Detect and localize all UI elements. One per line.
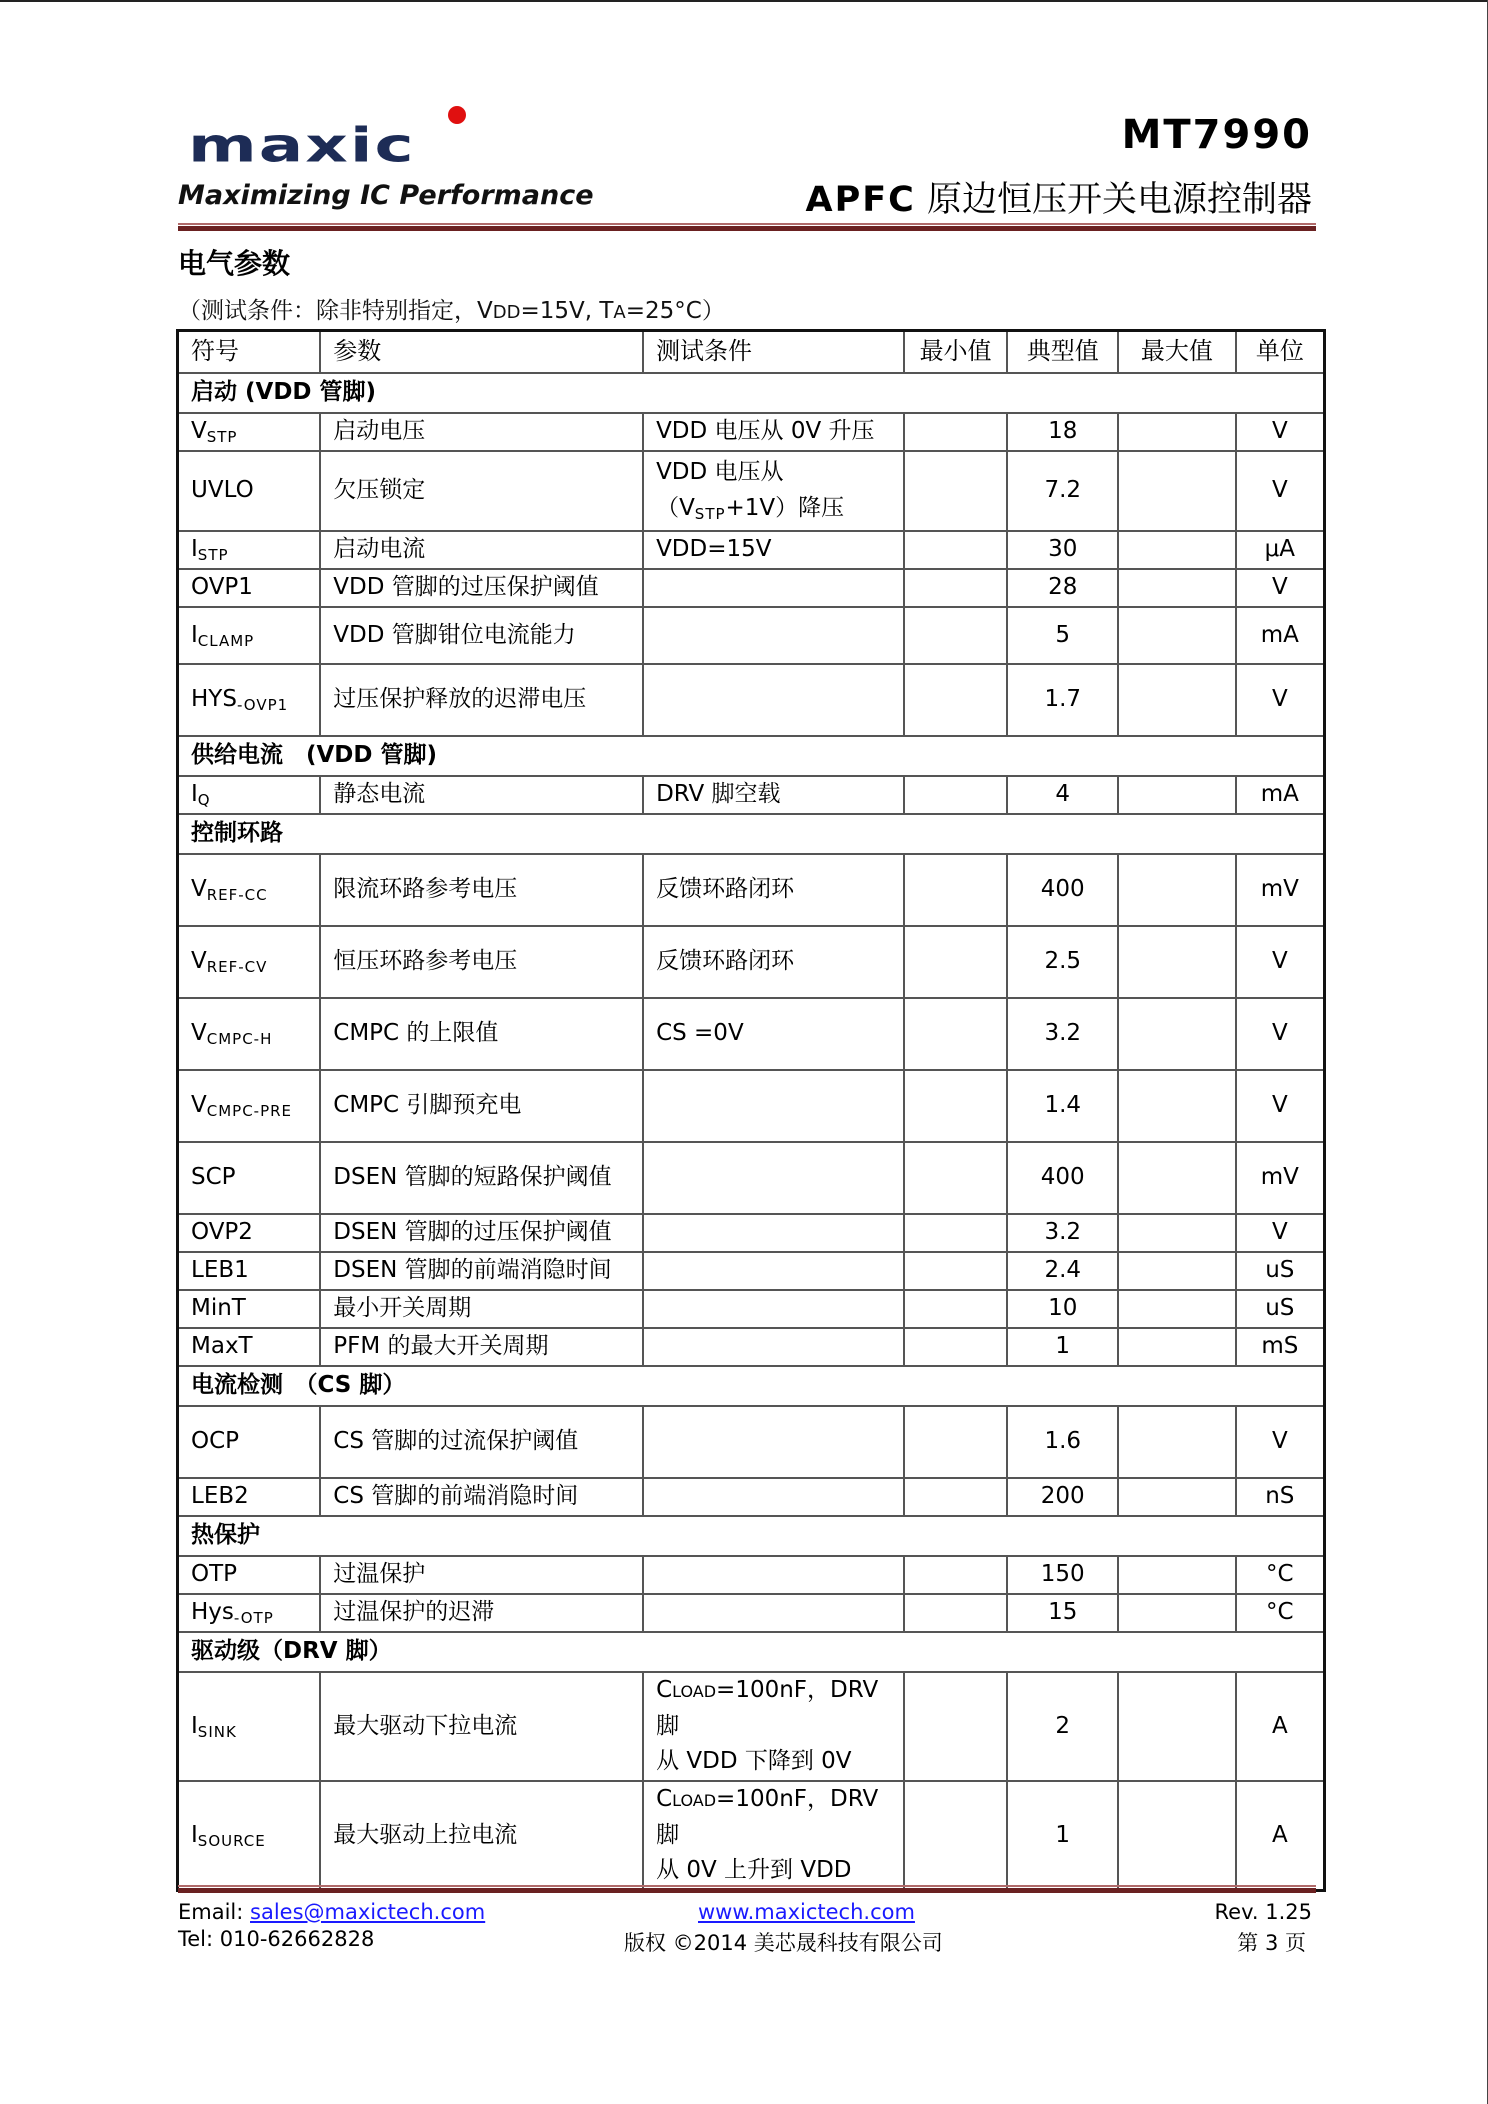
cell-symbol: MaxT: [178, 1328, 321, 1366]
group-row-current-sense: [178, 1366, 1325, 1406]
cell-parameter: VDD 管脚钳位电流能力: [320, 607, 643, 664]
cell-symbol: OVP2: [178, 1214, 321, 1252]
footer-rule-thick: [178, 1888, 1316, 1893]
cell-condition: 反馈环路闭环: [643, 854, 904, 926]
cell-condition: CLOAD=100nF，DRV 脚 从 0V 上升到 VDD: [643, 1781, 904, 1890]
email-label: Email:: [178, 1900, 251, 1924]
cell-symbol: OVP1: [178, 569, 321, 607]
cell-max: [1118, 607, 1236, 664]
group-title: 启动 (VDD 管脚): [178, 373, 1325, 413]
cell-symbol: $V_{REF-CV}$: [178, 926, 321, 998]
cell-parameter: CMPC 的上限值: [320, 998, 643, 1070]
cell-symbol: $I_Q$: [178, 776, 321, 814]
col-header-test-condition: 测试条件: [643, 331, 904, 374]
cell-max: [1118, 531, 1236, 569]
footer-page-number: 第 3 页: [1237, 1931, 1306, 1955]
cell-parameter: 限流环路参考电压: [320, 854, 643, 926]
cell-parameter: 过温保护: [320, 1556, 643, 1594]
group-row-supply-current: [178, 736, 1325, 776]
cell-symbol: Hys$_{-OTP}$: [178, 1594, 321, 1632]
footer-revision: Rev. 1.25: [1214, 1900, 1312, 1924]
group-title: 供给电流 (VDD 管脚): [178, 736, 1325, 776]
cell-parameter: DSEN 管脚的前端消隐时间: [320, 1252, 643, 1290]
cell-max: [1118, 1406, 1236, 1478]
cell-symbol: $V_{STP}$: [178, 413, 321, 451]
group-title: 热保护: [178, 1516, 1325, 1556]
cell-typ: 30: [1007, 531, 1118, 569]
cell-unit: mA: [1236, 776, 1325, 814]
cell-parameter: 恒压环路参考电压: [320, 926, 643, 998]
cell-unit: nS: [1236, 1478, 1325, 1516]
cell-typ: 200: [1007, 1478, 1118, 1516]
header-rule-thin: [178, 223, 1316, 225]
cell-typ: 7.2: [1007, 451, 1118, 531]
cell-unit: °C: [1236, 1556, 1325, 1594]
group-row-driver: [178, 1632, 1325, 1672]
cell-parameter: 最大驱动上拉电流: [320, 1781, 643, 1890]
cell-min: [904, 607, 1008, 664]
cell-min: [904, 664, 1008, 736]
cell-typ: 2.5: [1007, 926, 1118, 998]
cell-unit: V: [1236, 1070, 1325, 1142]
cell-min: [904, 1781, 1008, 1890]
cell-parameter: 静态电流: [320, 776, 643, 814]
cell-typ: 3.2: [1007, 998, 1118, 1070]
conditions-vdd-sub: DD: [492, 302, 521, 323]
cell-min: [904, 1672, 1008, 1781]
cell-max: [1118, 1214, 1236, 1252]
cell-symbol: $HYS_{-OVP1}$: [178, 664, 321, 736]
cell-max: [1118, 413, 1236, 451]
cell-condition: VDD 电压从 0V 升压: [643, 413, 904, 451]
cell-parameter: DSEN 管脚的短路保护阈值: [320, 1142, 643, 1214]
cell-condition: DRV 脚空载: [643, 776, 904, 814]
footer-copyright: 版权 ©2014 美芯晟科技有限公司: [624, 1931, 943, 1955]
group-row-startup: [178, 373, 1325, 413]
cell-min: [904, 998, 1008, 1070]
cell-typ: 18: [1007, 413, 1118, 451]
group-title: 控制环路: [178, 814, 1325, 854]
cell-unit: A: [1236, 1781, 1325, 1890]
footer-email: [178, 1900, 485, 1924]
cell-parameter: 启动电压: [320, 413, 643, 451]
cell-unit: V: [1236, 998, 1325, 1070]
cell-parameter: CMPC 引脚预充电: [320, 1070, 643, 1142]
cell-typ: 1: [1007, 1781, 1118, 1890]
cell-parameter: 欠压锁定: [320, 451, 643, 531]
page-border-top: [0, 0, 1488, 2]
email-link[interactable]: sales@maxictech.com: [250, 1900, 486, 1924]
cell-condition: [643, 607, 904, 664]
col-header-parameter: 参数: [320, 331, 643, 374]
cell-min: [904, 1142, 1008, 1214]
test-conditions: [178, 292, 725, 325]
cell-symbol: $V_{REF-CC}$: [178, 854, 321, 926]
cell-typ: 5: [1007, 607, 1118, 664]
cell-condition: [643, 1406, 904, 1478]
cell-max: [1118, 1556, 1236, 1594]
cell-unit: A: [1236, 1672, 1325, 1781]
col-header-unit: 单位: [1236, 331, 1325, 374]
cell-min: [904, 1406, 1008, 1478]
cell-condition: [643, 1142, 904, 1214]
cell-unit: uS: [1236, 1252, 1325, 1290]
table-row: [178, 1406, 1325, 1478]
cell-min: [904, 531, 1008, 569]
conditions-prefix: （测试条件：除非特别指定，V: [178, 298, 493, 324]
company-tagline: Maximizing IC Performance: [178, 180, 594, 211]
cell-symbol: $I_{SOURCE}$: [178, 1781, 321, 1890]
cell-min: [904, 1556, 1008, 1594]
group-row-thermal: [178, 1516, 1325, 1556]
table-row: [178, 1328, 1325, 1366]
cell-max: [1118, 776, 1236, 814]
cell-unit: mA: [1236, 607, 1325, 664]
cell-max: [1118, 1290, 1236, 1328]
col-header-symbol: 符号: [178, 331, 321, 374]
cell-max: [1118, 664, 1236, 736]
cell-unit: V: [1236, 664, 1325, 736]
cell-typ: 1.6: [1007, 1406, 1118, 1478]
cell-symbol: MinT: [178, 1290, 321, 1328]
cell-condition: [643, 1070, 904, 1142]
cell-unit: mV: [1236, 854, 1325, 926]
cell-min: [904, 776, 1008, 814]
cell-condition: VDD 电压从 $(V_{STP}+1V)$降压: [643, 451, 904, 531]
cell-min: [904, 413, 1008, 451]
cell-parameter: PFM 的最大开关周期: [320, 1328, 643, 1366]
cell-condition: [643, 1214, 904, 1252]
cell-min: [904, 1478, 1008, 1516]
cell-condition: [643, 1252, 904, 1290]
cell-symbol: $V_{CMPC-H}$: [178, 998, 321, 1070]
cell-parameter: 过压保护释放的迟滞电压: [320, 664, 643, 736]
cell-max: [1118, 1252, 1236, 1290]
cell-max: [1118, 569, 1236, 607]
cell-condition: [643, 1328, 904, 1366]
cell-symbol: OCP: [178, 1406, 321, 1478]
table-row: [178, 998, 1325, 1070]
table-row: [178, 569, 1325, 607]
subtitle-description: 原边恒压开关电源控制器: [915, 180, 1312, 220]
table-row: [178, 1478, 1325, 1516]
cell-max: [1118, 1478, 1236, 1516]
table-row: [178, 1070, 1325, 1142]
conditions-suffix: =25°C）: [625, 298, 725, 324]
product-subtitle: [806, 172, 1312, 222]
cell-unit: V: [1236, 1214, 1325, 1252]
cell-min: [904, 569, 1008, 607]
cell-min: [904, 1070, 1008, 1142]
header-rule-thick: [178, 226, 1316, 231]
table-row: [178, 1672, 1325, 1781]
table-row: [178, 926, 1325, 998]
cell-max: [1118, 1328, 1236, 1366]
subtitle-apfc: APFC: [805, 180, 916, 220]
cell-symbol: $I_{SINK}$: [178, 1672, 321, 1781]
part-number: MT7990: [1121, 112, 1312, 158]
cell-min: [904, 1252, 1008, 1290]
cell-unit: V: [1236, 413, 1325, 451]
cell-max: [1118, 998, 1236, 1070]
cell-max: [1118, 451, 1236, 531]
cell-min: [904, 1328, 1008, 1366]
cell-unit: V: [1236, 1406, 1325, 1478]
cell-typ: 10: [1007, 1290, 1118, 1328]
cell-condition: [643, 1594, 904, 1632]
cell-condition: [643, 664, 904, 736]
website-link[interactable]: www.maxictech.com: [698, 1900, 915, 1924]
cell-parameter: CS 管脚的过流保护阈值: [320, 1406, 643, 1478]
table-row: [178, 1252, 1325, 1290]
cell-condition: [643, 1478, 904, 1516]
cell-unit: mV: [1236, 1142, 1325, 1214]
cell-unit: μA: [1236, 531, 1325, 569]
cell-typ: 400: [1007, 854, 1118, 926]
table-row: [178, 854, 1325, 926]
table-row: [178, 531, 1325, 569]
table-row: [178, 1781, 1325, 1890]
cell-unit: uS: [1236, 1290, 1325, 1328]
cell-unit: mS: [1236, 1328, 1325, 1366]
table-row: [178, 1556, 1325, 1594]
table-header-row: [178, 331, 1325, 374]
cell-min: [904, 854, 1008, 926]
cell-min: [904, 1594, 1008, 1632]
cell-max: [1118, 1594, 1236, 1632]
cell-min: [904, 1290, 1008, 1328]
table-row: [178, 607, 1325, 664]
cell-condition: CLOAD=100nF，DRV 脚 从 VDD 下降到 0V: [643, 1672, 904, 1781]
cell-parameter: DSEN 管脚的过压保护阈值: [320, 1214, 643, 1252]
electrical-parameters-table: [176, 329, 1326, 1892]
footer-rule-thin: [178, 1885, 1316, 1887]
conditions-ta-sub: A: [613, 302, 626, 323]
cell-typ: 28: [1007, 569, 1118, 607]
table-row: [178, 1594, 1325, 1632]
cell-condition: VDD=15V: [643, 531, 904, 569]
table-row: [178, 1214, 1325, 1252]
cell-typ: 150: [1007, 1556, 1118, 1594]
cell-typ: 4: [1007, 776, 1118, 814]
cell-symbol: SCP: [178, 1142, 321, 1214]
col-header-max: 最大值: [1118, 331, 1236, 374]
cell-parameter: 最大驱动下拉电流: [320, 1672, 643, 1781]
cell-condition: [643, 1556, 904, 1594]
cell-symbol: $I_{CLAMP}$: [178, 607, 321, 664]
table-row: [178, 413, 1325, 451]
group-title: 电流检测 （CS 脚）: [178, 1366, 1325, 1406]
logo-red-dot-icon: [448, 106, 466, 124]
cell-symbol: $V_{CMPC-PRE}$: [178, 1070, 321, 1142]
footer-website: [698, 1900, 915, 1924]
conditions-mid: =15V, T: [520, 298, 614, 324]
cell-symbol: LEB2: [178, 1478, 321, 1516]
cell-symbol: LEB1: [178, 1252, 321, 1290]
col-header-typ: 典型值: [1007, 331, 1118, 374]
cell-typ: 1: [1007, 1328, 1118, 1366]
cell-parameter: 启动电流: [320, 531, 643, 569]
cell-parameter: CS 管脚的前端消隐时间: [320, 1478, 643, 1516]
maxic-logo: [180, 104, 520, 190]
group-row-control-loop: [178, 814, 1325, 854]
table-row: [178, 776, 1325, 814]
cell-parameter: 最小开关周期: [320, 1290, 643, 1328]
cell-unit: V: [1236, 451, 1325, 531]
cell-max: [1118, 1672, 1236, 1781]
cell-unit: °C: [1236, 1594, 1325, 1632]
cell-condition: [643, 569, 904, 607]
cell-typ: 2.4: [1007, 1252, 1118, 1290]
cell-max: [1118, 1781, 1236, 1890]
cell-parameter: VDD 管脚的过压保护阈值: [320, 569, 643, 607]
cell-typ: 1.4: [1007, 1070, 1118, 1142]
cell-min: [904, 451, 1008, 531]
table-row: [178, 1290, 1325, 1328]
cell-max: [1118, 926, 1236, 998]
cell-max: [1118, 1070, 1236, 1142]
cell-typ: 400: [1007, 1142, 1118, 1214]
cell-max: [1118, 1142, 1236, 1214]
cell-unit: V: [1236, 569, 1325, 607]
cell-symbol: OTP: [178, 1556, 321, 1594]
cell-max: [1118, 854, 1236, 926]
cell-min: [904, 1214, 1008, 1252]
cell-symbol: UVLO: [178, 451, 321, 531]
cell-min: [904, 926, 1008, 998]
section-title: 电气参数: [178, 247, 291, 280]
table-row: [178, 451, 1325, 531]
cell-typ: 3.2: [1007, 1214, 1118, 1252]
cell-typ: 1.7: [1007, 664, 1118, 736]
cell-symbol: $I_{STP}$: [178, 531, 321, 569]
cell-typ: 15: [1007, 1594, 1118, 1632]
cell-parameter: 过温保护的迟滞: [320, 1594, 643, 1632]
group-title: 驱动级（DRV 脚）: [178, 1632, 1325, 1672]
cell-condition: 反馈环路闭环: [643, 926, 904, 998]
col-header-min: 最小值: [904, 331, 1008, 374]
table-row: [178, 664, 1325, 736]
footer-tel: Tel: 010-62662828: [178, 1927, 375, 1951]
cell-condition: [643, 1290, 904, 1328]
table-row: [178, 1142, 1325, 1214]
cell-unit: V: [1236, 926, 1325, 998]
logo-wordmark: maxic: [188, 117, 416, 174]
cell-condition: CS =0V: [643, 998, 904, 1070]
cell-typ: 2: [1007, 1672, 1118, 1781]
